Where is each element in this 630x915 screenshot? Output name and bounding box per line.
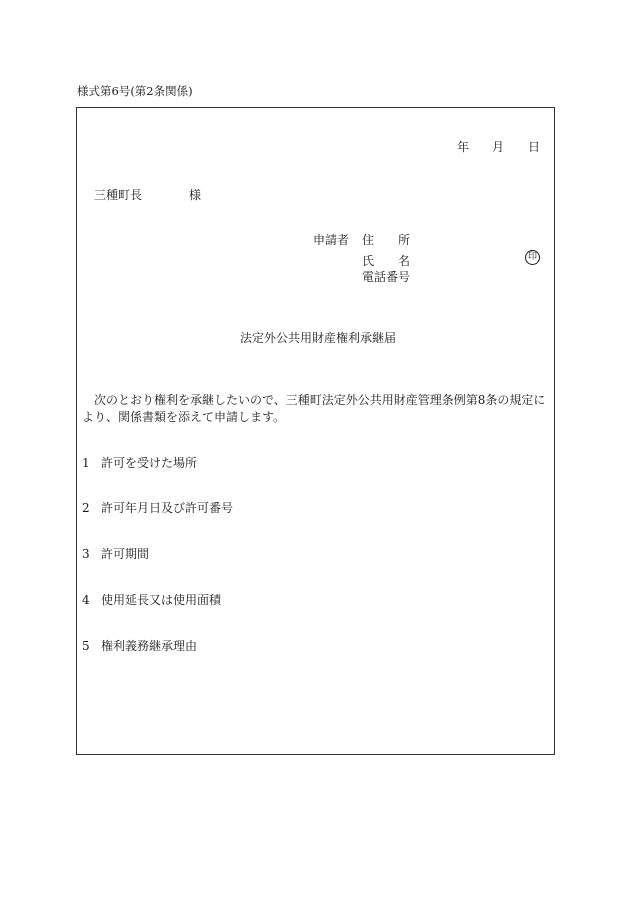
item-label: 許可期間 (101, 547, 150, 561)
applicant-phone-label: 電話番号 (362, 270, 411, 284)
item-label: 権利義務継承理由 (101, 639, 198, 653)
name-label-char-1: 氏 (362, 254, 375, 268)
list-item (82, 640, 197, 652)
applicant-role-label: 申請者 (313, 233, 350, 247)
address-label-char-2: 所 (397, 233, 410, 247)
item-label: 許可年月日及び許可番号 (101, 501, 234, 515)
date-month-label: 月 (492, 140, 505, 154)
item-number: 1 (82, 456, 90, 470)
addressee-honorific: 様 (189, 188, 202, 202)
item-label: 許可を受けた場所 (101, 456, 198, 470)
body-paragraph: 次のとおり権利を承継したいので、三種町法定外公共用財産管理条例第8条の規定により、関係書類を添えて申請します。 (82, 393, 546, 424)
document-title: 法定外公共用財産権利承継届 (240, 331, 397, 345)
list-item (82, 594, 221, 606)
list-item (82, 502, 233, 514)
item-number: 3 (82, 547, 90, 561)
applicant-address-label (362, 234, 410, 246)
addressee-name: 三種町長 (94, 188, 143, 202)
date-day-label: 日 (528, 140, 541, 154)
item-label: 使用延長又は使用面積 (101, 593, 222, 607)
list-item (82, 457, 197, 469)
item-number: 4 (82, 593, 90, 607)
date-year-label: 年 (457, 140, 470, 154)
list-item (82, 548, 149, 560)
address-label-char-1: 住 (362, 233, 375, 247)
item-number: 2 (82, 501, 90, 515)
applicant-name-label (362, 255, 410, 267)
seal-icon: 印 (525, 250, 540, 265)
item-number: 5 (82, 639, 90, 653)
name-label-char-2: 名 (397, 254, 410, 268)
form-number-label: 様式第6号(第2条関係) (77, 84, 193, 98)
form-frame (76, 107, 555, 755)
